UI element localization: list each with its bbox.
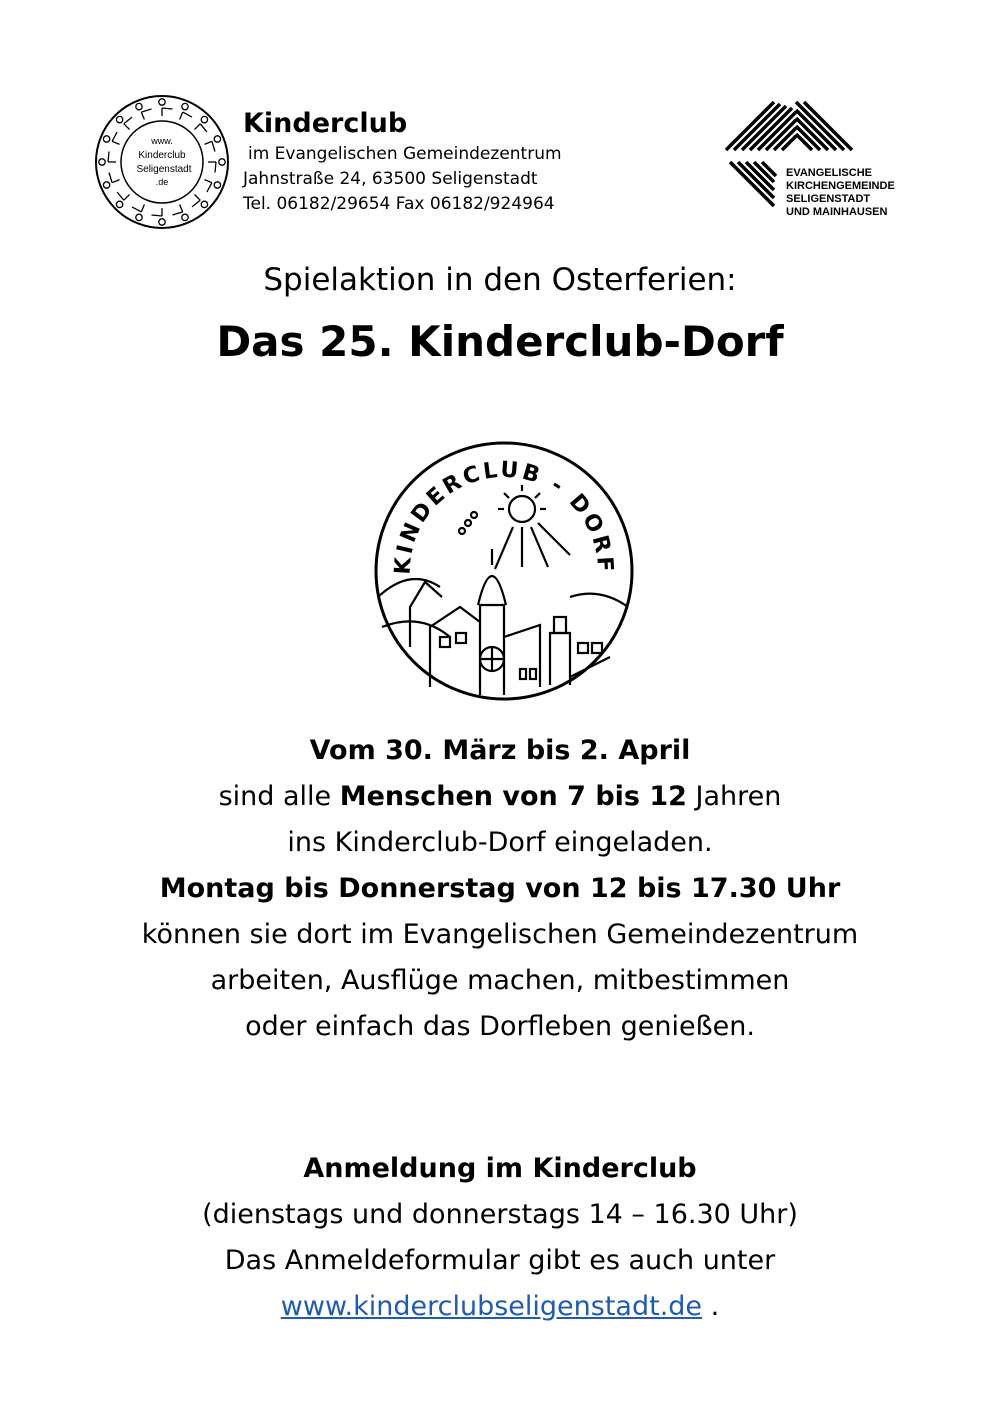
village-life-line: oder einfach das Dorfleben genießen. [245,1011,755,1042]
club-logo-text-4: .de [155,177,169,187]
kinderclub-dorf-logo [370,437,638,705]
age-line [0,774,1000,820]
church-logo-line-2: KIRCHENGEMEINDE [786,180,895,192]
club-logo-text-1: www. [151,136,173,146]
registration-hours: (dienstags und donnerstags 14 – 16.30 Uhr) [202,1199,798,1230]
club-address-block [243,106,562,217]
club-logo-text-3: Seligenstadt [136,164,192,175]
church-logo-line-3: SELIGENSTADT [786,193,871,205]
registration-form-text: Das Anmeldeformular gibt es auch unter [224,1245,776,1276]
club-line-1: im Evangelischen Gemeindezentrum [248,144,562,164]
church-logo-line-1: EVANGELISCHE [786,167,872,179]
church-logo-line-4: UND MAINHAUSEN [786,206,888,218]
club-address: Jahnstraße 24, 63500 Seligenstadt [243,169,538,189]
age-line-post: Jahren [686,781,782,812]
registration-heading: Anmeldung im Kinderclub [303,1153,697,1184]
activities-line: arbeiten, Ausflüge machen, mitbestimmen [210,965,790,996]
time-line: Montag bis Donnerstag von 12 bis 17.30 Uhr [159,873,841,904]
location-line: können sie dort im Evangelischen Gemeindezentrum [141,919,859,950]
age-line-bold: Menschen von 7 bis 12 [339,781,687,812]
subtitle: Spielaktion in den Osterferien: [263,262,737,298]
village-logo-lettering: KINDERCLUB - DORF [390,457,618,576]
registration-link-line [0,1284,1000,1330]
invite-line: ins Kinderclub-Dorf eingeladen. [287,827,713,858]
date-range: Vom 30. März bis 2. April [309,735,691,766]
club-phone: Tel. 06182/29654 Fax 06182/924964 [243,194,555,214]
age-line-pre: sind alle [218,781,340,812]
club-logo-text-2: Kinderclub [138,150,186,161]
main-title: Das 25. Kinderclub-Dorf [216,317,784,366]
website-link[interactable]: www.kinderclubseligenstadt.de [280,1291,703,1322]
club-name: Kinderclub [243,108,408,139]
church-logo [724,100,914,222]
registration-section [0,1146,1000,1330]
kinderclub-logo [92,92,232,232]
body-text [0,728,1000,1050]
link-suffix: . [702,1291,720,1322]
